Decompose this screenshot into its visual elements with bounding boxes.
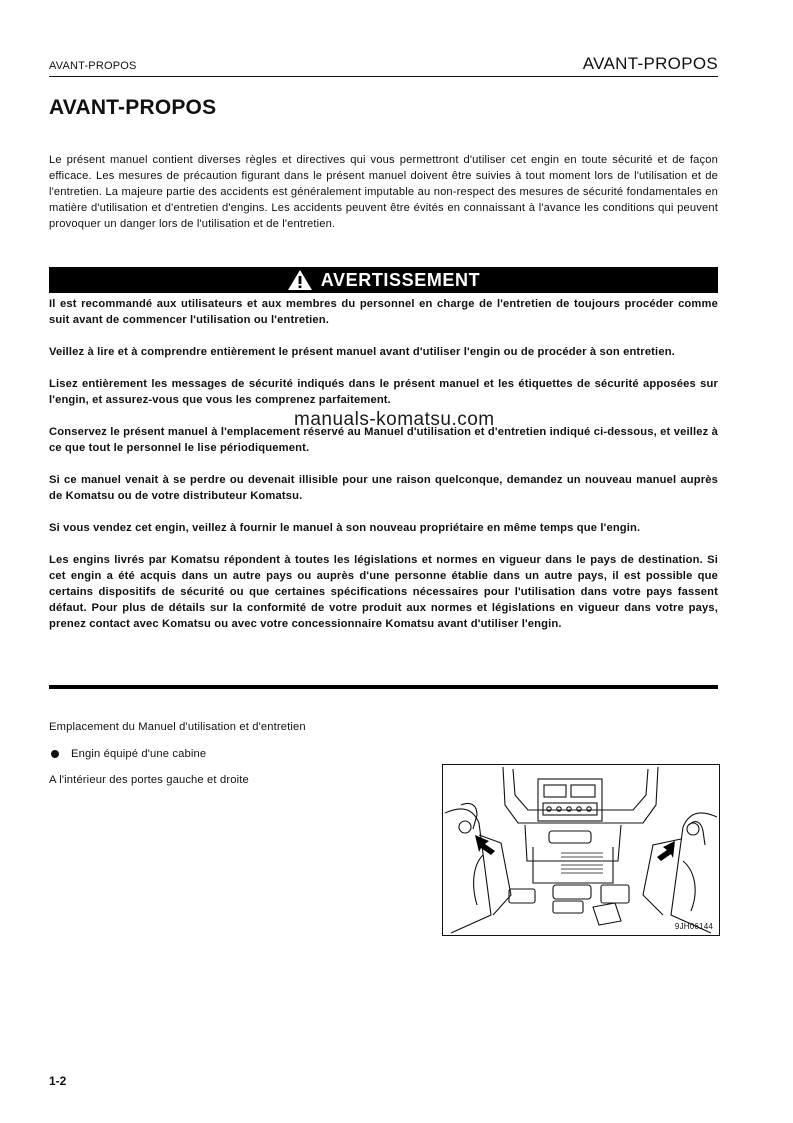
- warning-paragraph: Conservez le présent manuel à l'emplacement réservé au Manuel d'utilisation et d'entretien indiqué ci-dessous, et veillez à ce que tout le personnel le lise périodiquement.: [49, 426, 718, 454]
- page-number: 1-2: [49, 1074, 67, 1088]
- header-chapter-title: AVANT-PROPOS: [582, 54, 718, 73]
- location-description: A l'intérieur des portes gauche et droite: [49, 774, 249, 786]
- warning-paragraph: Les engins livrés par Komatsu répondent à toutes les législations et normes en vigueur dans le pays de destination. Si cet engin a été acquis dans un autre pays ou auprès d'une personne établie dans un autre pays, il est possible que certains dispositifs de sécurité ou que certaines spécifications nécessaires pour l'utilisation dans votre pays fassent défaut. Pour plus de détails sur la conformité de votre produit aux normes et législations en vigueur dans votre pays, prenez contact avec Komatsu ou avec votre concessionnaire Komatsu avant d'utiliser l'engin.: [49, 554, 718, 630]
- header-rule: [49, 76, 718, 77]
- intro-paragraph: Le présent manuel contient diverses règles et directives qui vous permettront d'utiliser cet engin en toute sécurité et de façon efficace. Les mesures de précaution figurant dans le présent manuel doivent être suivies à tout moment lors de l'utilisation et de l'entretien. La majeure partie des accidents est généralement imputable au non-respect des mesures de sécurité fondamentales en matière d'utilisation et d'entretien d'engins. Les accidents peuvent être évités en connaissant à l'avance les conditions qui peuvent provoquer un danger lors de l'utilisation et de l'entretien.: [49, 154, 718, 230]
- warning-title: AVERTISSEMENT: [320, 269, 481, 290]
- watermark-text: manuals-komatsu.com: [294, 409, 495, 430]
- header-section-label: AVANT-PROPOS: [49, 60, 137, 72]
- location-heading: Emplacement du Manuel d'utilisation et d'entretien: [49, 721, 306, 733]
- cab-interior-drawing: [443, 765, 719, 935]
- warning-end-rule: [49, 685, 718, 689]
- warning-banner: [49, 267, 718, 293]
- warning-paragraph: Il est recommandé aux utilisateurs et aux membres du personnel en charge de l'entretien de toujours procéder comme suit avant de commencer l'utilisation ou l'entretien.: [49, 298, 718, 326]
- figure-code: 9JH06144: [674, 922, 713, 931]
- warning-paragraph: Lisez entièrement les messages de sécurité indiqués dans le présent manuel et les étiquettes de sécurité apposées sur l'engin, et assurez-vous que vous les comprenez parfaitement.: [49, 378, 718, 406]
- bullet-text: Engin équipé d'une cabine: [71, 748, 207, 760]
- warning-paragraph: Si ce manuel venait à se perdre ou devenait illisible pour une raison quelconque, demandez un nouveau manuel auprès de Komatsu ou de votre distributeur Komatsu.: [49, 474, 718, 502]
- bullet-item: [51, 748, 206, 760]
- warning-paragraph: Si vous vendez cet engin, veillez à fournir le manuel à son nouveau propriétaire en même temps que l'engin.: [49, 522, 641, 534]
- warning-body: [49, 296, 718, 648]
- warning-paragraph: Veillez à lire et à comprendre entièrement le présent manuel avant d'utiliser l'engin ou de procéder à son entretien.: [49, 346, 675, 358]
- page-title: AVANT-PROPOS: [49, 96, 217, 119]
- cab-illustration-figure: [442, 764, 720, 936]
- bullet-dot-icon: [51, 750, 59, 758]
- warning-triangle-icon: [287, 269, 313, 291]
